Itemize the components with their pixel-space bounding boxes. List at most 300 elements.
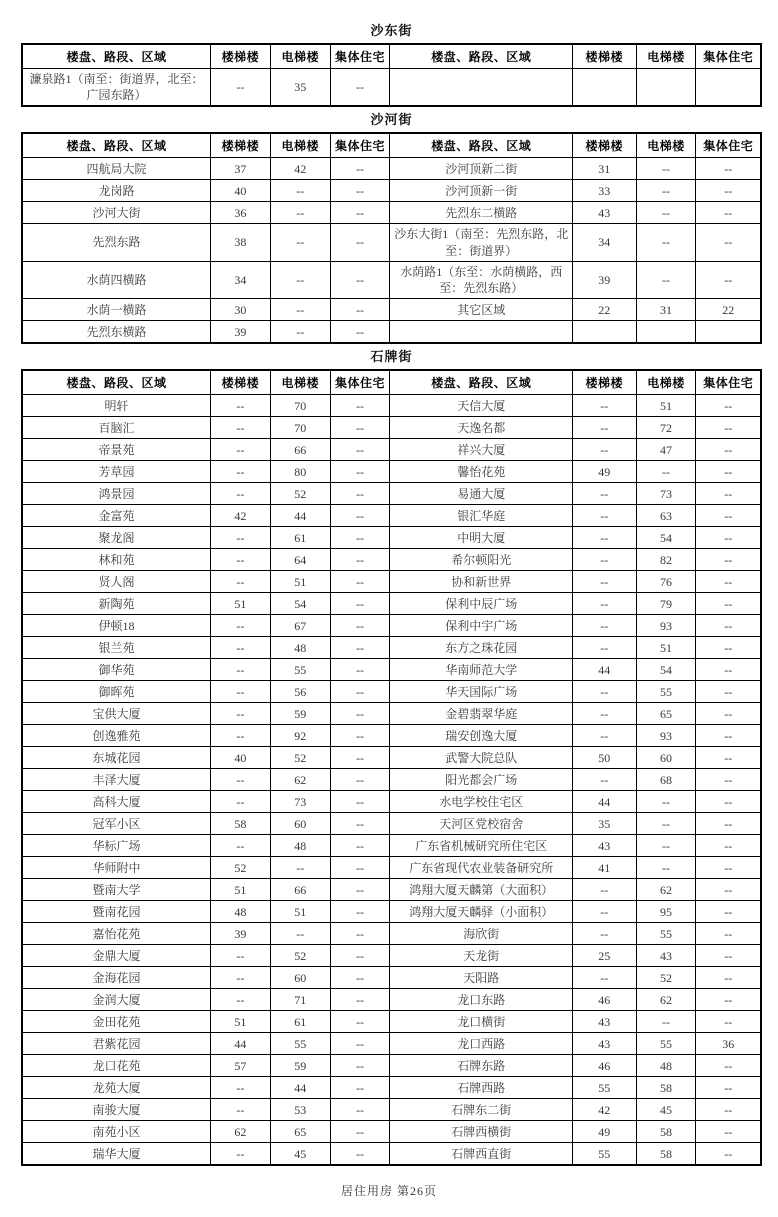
cell-value: -- (573, 417, 637, 439)
cell-value: 52 (270, 747, 330, 769)
table-row (22, 321, 761, 344)
cell-location-name: 天信大厦 (390, 395, 573, 417)
cell-value: 60 (636, 747, 696, 769)
column-header: 电梯楼 (270, 44, 330, 69)
cell-location-name: 金富苑 (22, 505, 210, 527)
cell-value: -- (636, 461, 696, 483)
cell-location-name: 沙河大街 (22, 202, 210, 224)
cell-location-name: 金田花苑 (22, 1011, 210, 1033)
cell-location-name: 龙口横街 (390, 1011, 573, 1033)
cell-value: -- (210, 945, 270, 967)
cell-location-name: 水荫四横路 (22, 261, 210, 298)
cell-value: -- (636, 224, 696, 261)
cell-value: -- (696, 835, 761, 857)
cell-value: 39 (573, 261, 637, 298)
cell-location-name: 水荫路1（东至：水荫横路，西至：先烈东路） (390, 261, 573, 298)
cell-value (573, 69, 637, 107)
cell-location-name: 南骏大厦 (22, 1099, 210, 1121)
cell-value: -- (270, 180, 330, 202)
table-row (22, 1033, 761, 1055)
table-row (22, 1055, 761, 1077)
cell-value: 55 (636, 923, 696, 945)
cell-value: -- (270, 299, 330, 321)
table-row (22, 989, 761, 1011)
cell-value: -- (330, 202, 390, 224)
cell-location-name: 冠军小区 (22, 813, 210, 835)
cell-value: 62 (270, 769, 330, 791)
cell-value: 44 (573, 659, 637, 681)
cell-value: -- (696, 791, 761, 813)
cell-value: 60 (270, 967, 330, 989)
column-header: 电梯楼 (270, 370, 330, 395)
cell-value: 58 (636, 1121, 696, 1143)
cell-value: -- (696, 180, 761, 202)
cell-location-name: 水荫一横路 (22, 299, 210, 321)
cell-value: 46 (573, 1055, 637, 1077)
column-header: 楼梯楼 (210, 133, 270, 158)
cell-value: -- (210, 417, 270, 439)
cell-value: -- (330, 637, 390, 659)
cell-location-name: 瑞安创逸大厦 (390, 725, 573, 747)
column-header: 楼盘、路段、区域 (390, 44, 573, 69)
cell-value: -- (696, 439, 761, 461)
table-row (22, 395, 761, 417)
cell-value: -- (696, 769, 761, 791)
cell-value: -- (210, 1099, 270, 1121)
cell-value: 51 (270, 901, 330, 923)
cell-value: -- (330, 835, 390, 857)
cell-location-name: 聚龙阁 (22, 527, 210, 549)
cell-value: -- (573, 593, 637, 615)
cell-value: -- (330, 395, 390, 417)
cell-value: -- (573, 637, 637, 659)
cell-value: -- (330, 69, 390, 107)
column-header: 楼梯楼 (573, 370, 637, 395)
table-row (22, 483, 761, 505)
cell-value: -- (696, 1121, 761, 1143)
cell-location-name: 海欣街 (390, 923, 573, 945)
cell-location-name (390, 69, 573, 107)
cell-value: 54 (636, 527, 696, 549)
cell-value: -- (696, 395, 761, 417)
cell-value: 70 (270, 395, 330, 417)
cell-value: 51 (270, 571, 330, 593)
cell-value: 44 (270, 505, 330, 527)
section-table (21, 43, 762, 107)
table-row (22, 527, 761, 549)
cell-value: -- (330, 1077, 390, 1099)
table-row (22, 703, 761, 725)
table-row (22, 835, 761, 857)
cell-value: -- (696, 879, 761, 901)
table-row (22, 967, 761, 989)
table-row (22, 439, 761, 461)
cell-value: 58 (210, 813, 270, 835)
table-row (22, 615, 761, 637)
table-row (22, 857, 761, 879)
cell-value: -- (270, 261, 330, 298)
cell-value: -- (330, 945, 390, 967)
cell-value: -- (330, 549, 390, 571)
column-header: 楼盘、路段、区域 (22, 133, 210, 158)
cell-location-name: 濂泉路1（南至：街道界，北至：广园东路） (22, 69, 210, 107)
cell-value: 44 (270, 1077, 330, 1099)
cell-value: 31 (573, 158, 637, 180)
cell-value: 67 (270, 615, 330, 637)
cell-value: 55 (636, 681, 696, 703)
cell-value: -- (330, 461, 390, 483)
cell-value: -- (210, 967, 270, 989)
cell-value: -- (210, 1077, 270, 1099)
section-title: 石牌街 (370, 349, 413, 365)
cell-value (696, 321, 761, 344)
cell-value: 43 (573, 835, 637, 857)
cell-value: -- (210, 835, 270, 857)
cell-value: -- (696, 1143, 761, 1166)
cell-value: -- (696, 615, 761, 637)
cell-value: 39 (210, 923, 270, 945)
cell-value: -- (696, 261, 761, 298)
column-header: 电梯楼 (636, 133, 696, 158)
column-header: 集体住宅 (330, 44, 390, 69)
cell-location-name: 明轩 (22, 395, 210, 417)
cell-value: -- (696, 527, 761, 549)
cell-value: -- (696, 158, 761, 180)
cell-value: -- (330, 1033, 390, 1055)
cell-value: 37 (210, 158, 270, 180)
cell-value: 62 (636, 879, 696, 901)
cell-location-name: 龙口花苑 (22, 1055, 210, 1077)
cell-value: 51 (210, 593, 270, 615)
cell-value: 66 (270, 879, 330, 901)
cell-value: 44 (573, 791, 637, 813)
cell-value: 40 (210, 747, 270, 769)
cell-value: 55 (636, 1033, 696, 1055)
cell-value: 48 (210, 901, 270, 923)
cell-value: -- (696, 813, 761, 835)
table-row (22, 901, 761, 923)
table-row (22, 1143, 761, 1166)
cell-value: -- (210, 615, 270, 637)
cell-value: 45 (636, 1099, 696, 1121)
table-row (22, 505, 761, 527)
cell-value: -- (636, 261, 696, 298)
cell-location-name: 石牌西路 (390, 1077, 573, 1099)
cell-value: 47 (636, 439, 696, 461)
cell-value: 40 (210, 180, 270, 202)
cell-location-name: 鸿景园 (22, 483, 210, 505)
cell-location-name: 百脑汇 (22, 417, 210, 439)
cell-value: 36 (210, 202, 270, 224)
cell-value: 25 (573, 945, 637, 967)
cell-value: 93 (636, 615, 696, 637)
cell-location-name: 伊顿18 (22, 615, 210, 637)
cell-value: 76 (636, 571, 696, 593)
cell-value: 54 (636, 659, 696, 681)
column-header: 集体住宅 (696, 370, 761, 395)
cell-value: -- (330, 967, 390, 989)
cell-value: -- (330, 703, 390, 725)
cell-location-name: 祥兴大厦 (390, 439, 573, 461)
cell-value: 43 (573, 1011, 637, 1033)
column-header: 电梯楼 (636, 370, 696, 395)
cell-value: 54 (270, 593, 330, 615)
cell-value: 39 (210, 321, 270, 344)
cell-value: -- (696, 1099, 761, 1121)
cell-value: -- (636, 1011, 696, 1033)
cell-value: 33 (573, 180, 637, 202)
cell-location-name: 沙东大街1（南至：先烈东路，北至：街道界） (390, 224, 573, 261)
section-title: 沙东街 (370, 23, 413, 38)
cell-value (573, 321, 637, 344)
cell-value: -- (696, 483, 761, 505)
cell-value: 59 (270, 1055, 330, 1077)
cell-location-name: 银汇华庭 (390, 505, 573, 527)
cell-location-name: 广东省机械研究所住宅区 (390, 835, 573, 857)
cell-value (696, 69, 761, 107)
cell-value: 31 (636, 299, 696, 321)
cell-value: -- (696, 1011, 761, 1033)
table-row (22, 461, 761, 483)
cell-value: 71 (270, 989, 330, 1011)
cell-location-name: 天逸名都 (390, 417, 573, 439)
cell-value: -- (210, 703, 270, 725)
cell-value: -- (330, 769, 390, 791)
cell-value: 49 (573, 461, 637, 483)
cell-value: 92 (270, 725, 330, 747)
cell-value: 53 (270, 1099, 330, 1121)
cell-location-name: 金鼎大厦 (22, 945, 210, 967)
cell-value: -- (330, 158, 390, 180)
table-row (22, 747, 761, 769)
cell-value: 95 (636, 901, 696, 923)
cell-location-name: 丰泽大厦 (22, 769, 210, 791)
cell-value: 34 (573, 224, 637, 261)
table-row (22, 1121, 761, 1143)
cell-value: -- (573, 439, 637, 461)
column-header: 楼盘、路段、区域 (22, 44, 210, 69)
cell-location-name: 龙岗路 (22, 180, 210, 202)
cell-value: 62 (636, 989, 696, 1011)
cell-value: -- (636, 813, 696, 835)
cell-value: 48 (270, 637, 330, 659)
table-row (22, 1077, 761, 1099)
table-row (22, 945, 761, 967)
cell-value: -- (330, 747, 390, 769)
cell-value: -- (696, 857, 761, 879)
cell-value: 57 (210, 1055, 270, 1077)
cell-location-name: 华南师范大学 (390, 659, 573, 681)
cell-value: 22 (573, 299, 637, 321)
cell-location-name: 石牌西直街 (390, 1143, 573, 1166)
cell-location-name (390, 321, 573, 344)
cell-value: 51 (636, 395, 696, 417)
cell-value: 66 (270, 439, 330, 461)
cell-value: 64 (270, 549, 330, 571)
cell-value: 59 (270, 703, 330, 725)
cell-value: -- (573, 967, 637, 989)
cell-value: 73 (636, 483, 696, 505)
cell-value: -- (210, 461, 270, 483)
table-row (22, 202, 761, 224)
cell-value: 93 (636, 725, 696, 747)
table-row (22, 659, 761, 681)
cell-location-name: 帝景苑 (22, 439, 210, 461)
cell-value: 79 (636, 593, 696, 615)
cell-value: -- (210, 527, 270, 549)
cell-location-name: 石牌东二街 (390, 1099, 573, 1121)
table-row (22, 180, 761, 202)
cell-value: 65 (636, 703, 696, 725)
cell-location-name: 沙河顶新一街 (390, 180, 573, 202)
cell-value: -- (696, 681, 761, 703)
cell-value: 45 (270, 1143, 330, 1166)
cell-location-name: 金碧翡翠华庭 (390, 703, 573, 725)
cell-value: -- (330, 879, 390, 901)
cell-location-name: 华师附中 (22, 857, 210, 879)
cell-location-name: 龙口西路 (390, 1033, 573, 1055)
cell-value: -- (330, 261, 390, 298)
cell-value: -- (696, 747, 761, 769)
cell-value: -- (330, 321, 390, 344)
cell-value: 50 (573, 747, 637, 769)
table-row (22, 224, 761, 261)
cell-value: -- (210, 989, 270, 1011)
column-header: 集体住宅 (696, 133, 761, 158)
cell-value: -- (330, 791, 390, 813)
cell-value: -- (696, 945, 761, 967)
cell-value: 55 (270, 1033, 330, 1055)
table-row (22, 879, 761, 901)
cell-value: 36 (696, 1033, 761, 1055)
cell-value: -- (210, 549, 270, 571)
cell-location-name: 创逸雅苑 (22, 725, 210, 747)
cell-value: -- (636, 180, 696, 202)
cell-value: -- (696, 989, 761, 1011)
cell-value: 52 (210, 857, 270, 879)
cell-value: -- (696, 417, 761, 439)
cell-value (636, 69, 696, 107)
cell-value: -- (573, 395, 637, 417)
cell-value: -- (636, 791, 696, 813)
cell-value: -- (210, 395, 270, 417)
cell-value: -- (210, 791, 270, 813)
cell-location-name: 瑞华大厦 (22, 1143, 210, 1166)
section-title: 沙河街 (370, 112, 413, 128)
cell-location-name: 东城花园 (22, 747, 210, 769)
section-table (21, 132, 762, 344)
cell-value: -- (696, 593, 761, 615)
cell-location-name: 暨南花园 (22, 901, 210, 923)
table-row (22, 813, 761, 835)
cell-value: -- (270, 202, 330, 224)
cell-value: -- (696, 202, 761, 224)
cell-value: 63 (636, 505, 696, 527)
table-row (22, 549, 761, 571)
cell-value: 56 (270, 681, 330, 703)
cell-location-name: 华天国际广场 (390, 681, 573, 703)
cell-value: -- (696, 571, 761, 593)
cell-location-name: 先烈东路 (22, 224, 210, 261)
cell-value: -- (573, 571, 637, 593)
column-header: 集体住宅 (330, 133, 390, 158)
cell-value: -- (330, 180, 390, 202)
cell-location-name: 金润大厦 (22, 989, 210, 1011)
cell-value: -- (573, 681, 637, 703)
cell-value: -- (696, 1055, 761, 1077)
cell-value: 51 (210, 1011, 270, 1033)
cell-value: 48 (270, 835, 330, 857)
cell-location-name: 易通大厦 (390, 483, 573, 505)
cell-value: 58 (636, 1143, 696, 1166)
cell-location-name: 银兰苑 (22, 637, 210, 659)
cell-value: -- (330, 1011, 390, 1033)
cell-value: -- (270, 923, 330, 945)
cell-value: -- (330, 857, 390, 879)
table-row (22, 593, 761, 615)
cell-value: -- (696, 505, 761, 527)
cell-value: -- (210, 769, 270, 791)
cell-value: 43 (573, 202, 637, 224)
cell-value: 80 (270, 461, 330, 483)
cell-value: -- (696, 659, 761, 681)
header-row (22, 370, 761, 395)
table-row (22, 791, 761, 813)
cell-value: -- (330, 901, 390, 923)
table-row (22, 769, 761, 791)
cell-value: 61 (270, 527, 330, 549)
column-header: 楼盘、路段、区域 (390, 133, 573, 158)
page-footer: 居住用房 第26页 (340, 1184, 437, 1198)
cell-value: -- (573, 615, 637, 637)
cell-value: -- (210, 483, 270, 505)
cell-value: -- (270, 321, 330, 344)
cell-value: 35 (270, 69, 330, 107)
cell-location-name: 贤人阁 (22, 571, 210, 593)
cell-value: -- (573, 505, 637, 527)
cell-value: -- (696, 725, 761, 747)
cell-value: -- (636, 158, 696, 180)
cell-value: -- (636, 857, 696, 879)
cell-value: -- (330, 505, 390, 527)
cell-value: -- (330, 1055, 390, 1077)
cell-location-name: 四航局大院 (22, 158, 210, 180)
cell-value: -- (330, 725, 390, 747)
cell-value: -- (696, 1077, 761, 1099)
cell-value: 30 (210, 299, 270, 321)
cell-value: -- (330, 923, 390, 945)
cell-value: 42 (270, 158, 330, 180)
column-header: 电梯楼 (270, 133, 330, 158)
column-header: 楼梯楼 (210, 370, 270, 395)
cell-location-name: 阳光都会广场 (390, 769, 573, 791)
cell-value: -- (573, 703, 637, 725)
cell-value: 38 (210, 224, 270, 261)
section-table (21, 369, 762, 1166)
cell-value: 70 (270, 417, 330, 439)
cell-location-name: 高科大厦 (22, 791, 210, 813)
cell-location-name: 君紫花园 (22, 1033, 210, 1055)
column-header: 楼盘、路段、区域 (22, 370, 210, 395)
cell-value: -- (330, 615, 390, 637)
cell-value: 51 (636, 637, 696, 659)
cell-location-name: 馨怡花苑 (390, 461, 573, 483)
table-row (22, 299, 761, 321)
cell-location-name: 龙苑大厦 (22, 1077, 210, 1099)
cell-value: -- (696, 703, 761, 725)
cell-value: -- (330, 527, 390, 549)
cell-value: -- (210, 681, 270, 703)
